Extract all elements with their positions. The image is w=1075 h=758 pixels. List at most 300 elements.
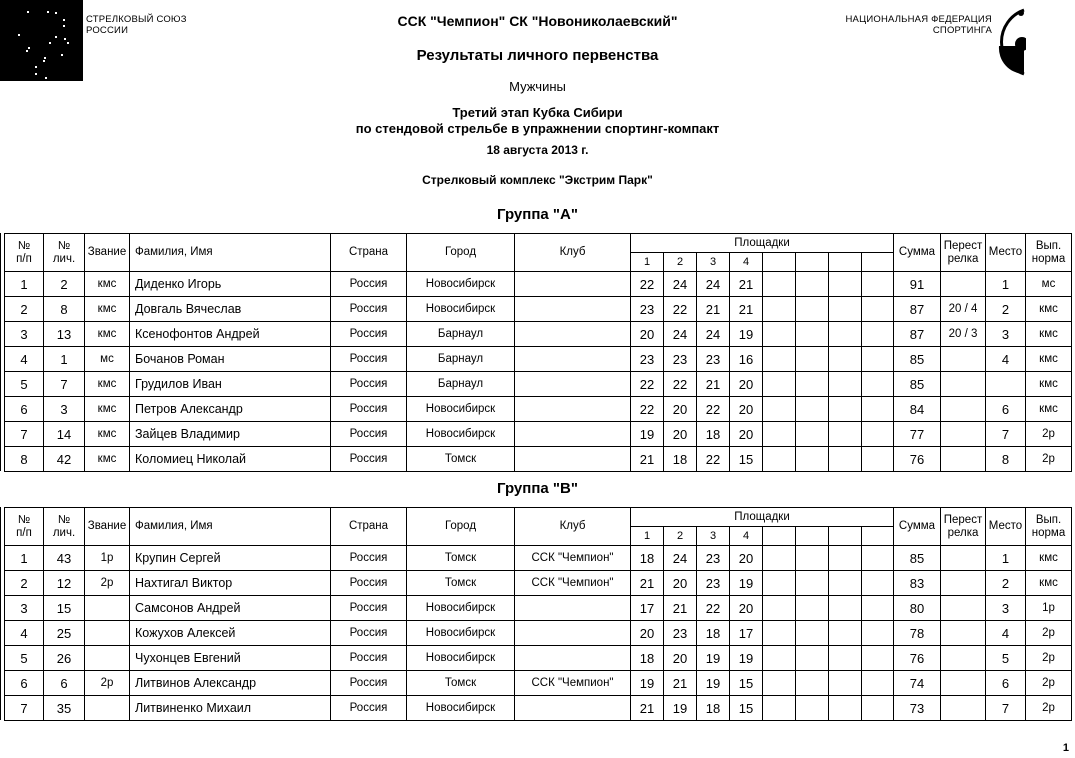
cell-lich: 7: [44, 372, 85, 397]
cell-sum: 87: [894, 322, 941, 347]
col-station-1: 1: [631, 527, 664, 546]
org-left-line1: СТРЕЛКОВЫЙ СОЮЗ: [86, 14, 187, 25]
cell-station-2: 20: [664, 422, 697, 447]
cell-station-5: [763, 297, 796, 322]
col-station-6: [796, 527, 829, 546]
table-row: [5, 696, 1072, 721]
category: Мужчины: [509, 79, 566, 94]
cell-name: Петров Александр: [130, 397, 331, 422]
col-shootoff-header: [941, 508, 986, 546]
col-norm-line2: норма: [1031, 252, 1066, 265]
cell-norm: кмс: [1026, 397, 1072, 422]
cell-rank: [85, 596, 130, 621]
cell-shootoff: [941, 397, 986, 422]
cell-station-8: [862, 447, 894, 472]
table-row: [5, 646, 1072, 671]
cell-station-8: [862, 372, 894, 397]
event-title: [0, 105, 1075, 137]
cell-pp: 6: [5, 397, 44, 422]
cell-name: Ксенофонтов Андрей: [130, 322, 331, 347]
cell-station-4: 20: [730, 596, 763, 621]
cell-sum: 74: [894, 671, 941, 696]
cell-club: [515, 696, 631, 721]
table-row: [5, 297, 1072, 322]
venue: Стрелковый комплекс "Экстрим Парк": [422, 173, 653, 187]
cell-station-5: [763, 696, 796, 721]
cell-station-5: [763, 671, 796, 696]
cell-station-1: 22: [631, 397, 664, 422]
cell-norm: кмс: [1026, 322, 1072, 347]
cell-lich: 12: [44, 571, 85, 596]
cell-club: [515, 397, 631, 422]
cell-rank: кмс: [85, 372, 130, 397]
cell-shootoff: 20 / 3: [941, 322, 986, 347]
col-club-header: Клуб: [515, 508, 631, 546]
cell-name: Довгаль Вячеслав: [130, 297, 331, 322]
cell-city: Новосибирск: [407, 397, 515, 422]
table-row: [5, 596, 1072, 621]
col-station-4: 4: [730, 527, 763, 546]
cell-name: Диденко Игорь: [130, 272, 331, 297]
col-norm-header: [1026, 508, 1072, 546]
cell-name: Литвиненко Михаил: [130, 696, 331, 721]
cell-station-1: 20: [631, 322, 664, 347]
page-number: 1: [1062, 742, 1069, 754]
col-station-6: [796, 253, 829, 272]
col-norm-header: [1026, 234, 1072, 272]
cell-city: Томск: [407, 546, 515, 571]
cell-station-7: [829, 372, 862, 397]
cell-name: Зайцев Владимир: [130, 422, 331, 447]
cell-norm: 2р: [1026, 646, 1072, 671]
table-row: [5, 447, 1072, 472]
org-left-line2: РОССИИ: [86, 25, 129, 36]
cell-sum: 87: [894, 297, 941, 322]
cell-station-3: 19: [697, 671, 730, 696]
cell-sum: 76: [894, 646, 941, 671]
cell-place: 6: [986, 671, 1026, 696]
cell-shootoff: [941, 671, 986, 696]
col-club-header: Клуб: [515, 234, 631, 272]
cell-place: 2: [986, 297, 1026, 322]
cell-station-1: 22: [631, 372, 664, 397]
cell-pp: 4: [5, 621, 44, 646]
cell-station-6: [796, 546, 829, 571]
cell-lich: 15: [44, 596, 85, 621]
cell-station-3: 21: [697, 372, 730, 397]
cell-station-4: 17: [730, 621, 763, 646]
cell-shootoff: [941, 696, 986, 721]
col-shootoff-line1: Перест: [943, 513, 983, 526]
cell-sum: 76: [894, 447, 941, 472]
cell-station-4: 20: [730, 422, 763, 447]
table-row: [5, 397, 1072, 422]
cell-norm: 2р: [1026, 422, 1072, 447]
cell-station-8: [862, 696, 894, 721]
cell-norm: 2р: [1026, 671, 1072, 696]
cell-station-7: [829, 422, 862, 447]
results-table-group-b: [4, 507, 1072, 721]
cell-station-8: [862, 422, 894, 447]
col-pp-label: п/п: [16, 526, 32, 539]
cell-club: [515, 596, 631, 621]
cell-city: Новосибирск: [407, 646, 515, 671]
cell-station-8: [862, 297, 894, 322]
col-sum-header: Сумма: [894, 508, 941, 546]
cell-country: Россия: [331, 671, 407, 696]
cell-rank: кмс: [85, 422, 130, 447]
table-row: [5, 372, 1072, 397]
cell-station-7: [829, 571, 862, 596]
cell-pp: 3: [5, 596, 44, 621]
cell-city: Новосибирск: [407, 696, 515, 721]
cell-station-3: 23: [697, 571, 730, 596]
col-lich-label: лич.: [52, 526, 76, 539]
cell-station-3: 18: [697, 422, 730, 447]
cell-name: Литвинов Александр: [130, 671, 331, 696]
event-date: 18 августа 2013 г.: [486, 143, 589, 157]
cell-station-6: [796, 397, 829, 422]
col-name-header: Фамилия, Имя: [130, 234, 331, 272]
cell-station-1: 18: [631, 646, 664, 671]
cell-station-3: 23: [697, 347, 730, 372]
cell-station-6: [796, 347, 829, 372]
cell-station-6: [796, 571, 829, 596]
cell-station-1: 20: [631, 621, 664, 646]
cell-shootoff: [941, 646, 986, 671]
cell-station-8: [862, 571, 894, 596]
cell-station-7: [829, 297, 862, 322]
cell-station-3: 24: [697, 272, 730, 297]
col-station-3: 3: [697, 527, 730, 546]
col-station-5: [763, 253, 796, 272]
cell-sum: 85: [894, 347, 941, 372]
cell-pp: 8: [5, 447, 44, 472]
cell-rank: [85, 696, 130, 721]
cell-club: ССК "Чемпион": [515, 571, 631, 596]
cell-rank: [85, 621, 130, 646]
cell-station-6: [796, 671, 829, 696]
cell-station-2: 20: [664, 646, 697, 671]
col-station-3: 3: [697, 253, 730, 272]
col-norm-line1: Вып.: [1035, 239, 1062, 252]
cell-station-7: [829, 397, 862, 422]
cell-lich: 25: [44, 621, 85, 646]
cell-station-6: [796, 322, 829, 347]
cell-rank: кмс: [85, 297, 130, 322]
cell-country: Россия: [331, 347, 407, 372]
cell-station-6: [796, 646, 829, 671]
cell-lich: 2: [44, 272, 85, 297]
cell-country: Россия: [331, 422, 407, 447]
col-station-7: [829, 253, 862, 272]
col-station-8: [862, 527, 894, 546]
cell-country: Россия: [331, 596, 407, 621]
cell-station-3: 21: [697, 297, 730, 322]
cell-club: [515, 372, 631, 397]
cell-station-6: [796, 422, 829, 447]
cell-city: Томск: [407, 571, 515, 596]
cell-rank: 2р: [85, 571, 130, 596]
cell-station-6: [796, 272, 829, 297]
cell-shootoff: [941, 571, 986, 596]
cell-station-5: [763, 571, 796, 596]
cell-club: [515, 422, 631, 447]
cell-station-7: [829, 621, 862, 646]
cell-name: Бочанов Роман: [130, 347, 331, 372]
cell-club: [515, 621, 631, 646]
cell-shootoff: [941, 596, 986, 621]
header-row: [5, 508, 1072, 527]
col-station-8: [862, 253, 894, 272]
col-pp-label: п/п: [16, 252, 32, 265]
col-sum-header: Сумма: [894, 234, 941, 272]
col-pp-header: [5, 508, 44, 546]
cell-place: 6: [986, 397, 1026, 422]
cell-station-2: 24: [664, 546, 697, 571]
cell-station-3: 22: [697, 397, 730, 422]
cell-pp: 1: [5, 546, 44, 571]
results-table-group-a: [4, 233, 1072, 472]
cell-place: 4: [986, 621, 1026, 646]
cell-lich: 3: [44, 397, 85, 422]
cell-sum: 85: [894, 546, 941, 571]
cell-club: ССК "Чемпион": [515, 671, 631, 696]
cell-shootoff: [941, 422, 986, 447]
cell-station-7: [829, 596, 862, 621]
cell-shootoff: [941, 621, 986, 646]
cell-country: Россия: [331, 571, 407, 596]
cell-station-5: [763, 646, 796, 671]
cell-station-2: 22: [664, 372, 697, 397]
table-row: [5, 571, 1072, 596]
cell-city: Томск: [407, 447, 515, 472]
cell-norm: кмс: [1026, 571, 1072, 596]
cell-station-7: [829, 347, 862, 372]
table-row: [5, 422, 1072, 447]
cell-lich: 43: [44, 546, 85, 571]
col-station-2: 2: [664, 253, 697, 272]
cell-club: [515, 646, 631, 671]
cell-city: Барнаул: [407, 347, 515, 372]
event-line2: по стендовой стрельбе в упражнении спортинг-компакт: [355, 121, 720, 136]
cell-rank: 2р: [85, 671, 130, 696]
cell-lich: 1: [44, 347, 85, 372]
col-stations-header: Площадки: [631, 508, 894, 527]
cell-station-4: 16: [730, 347, 763, 372]
cell-country: Россия: [331, 322, 407, 347]
cell-pp: 2: [5, 571, 44, 596]
table-b-left-rule: [0, 507, 1, 720]
cell-pp: 5: [5, 646, 44, 671]
cell-station-4: 15: [730, 696, 763, 721]
cell-station-4: 19: [730, 646, 763, 671]
cell-station-7: [829, 671, 862, 696]
col-country-header: Страна: [331, 508, 407, 546]
cell-city: Новосибирск: [407, 621, 515, 646]
cell-lich: 14: [44, 422, 85, 447]
cell-shootoff: [941, 372, 986, 397]
col-norm-line1: Вып.: [1035, 513, 1062, 526]
cell-station-7: [829, 696, 862, 721]
cell-station-8: [862, 671, 894, 696]
table-row: [5, 322, 1072, 347]
cell-sum: 77: [894, 422, 941, 447]
cell-country: Россия: [331, 272, 407, 297]
cell-station-6: [796, 596, 829, 621]
cell-station-2: 24: [664, 322, 697, 347]
cell-name: Нахтигал Виктор: [130, 571, 331, 596]
col-rank-header: Звание: [85, 234, 130, 272]
cell-rank: кмс: [85, 447, 130, 472]
cell-norm: 1р: [1026, 596, 1072, 621]
cell-pp: 6: [5, 671, 44, 696]
cell-place: 4: [986, 347, 1026, 372]
col-station-4: 4: [730, 253, 763, 272]
cell-station-6: [796, 372, 829, 397]
cell-name: Крупин Сергей: [130, 546, 331, 571]
cell-station-7: [829, 322, 862, 347]
cell-station-1: 18: [631, 546, 664, 571]
col-rank-header: Звание: [85, 508, 130, 546]
col-pp-header: [5, 234, 44, 272]
cell-shootoff: 20 / 4: [941, 297, 986, 322]
cell-city: Барнаул: [407, 372, 515, 397]
cell-shootoff: [941, 447, 986, 472]
col-city-header: Город: [407, 234, 515, 272]
cell-city: Барнаул: [407, 322, 515, 347]
cell-station-2: 23: [664, 621, 697, 646]
cell-station-5: [763, 596, 796, 621]
cell-station-5: [763, 372, 796, 397]
cell-country: Россия: [331, 447, 407, 472]
cell-station-1: 21: [631, 571, 664, 596]
org-right-line1: НАЦИОНАЛЬНАЯ ФЕДЕРАЦИЯ: [845, 14, 992, 25]
cell-station-3: 19: [697, 646, 730, 671]
cell-lich: 13: [44, 322, 85, 347]
table-a-left-rule: [0, 233, 1, 471]
cell-name: Самсонов Андрей: [130, 596, 331, 621]
cell-station-7: [829, 646, 862, 671]
col-station-7: [829, 527, 862, 546]
cell-station-7: [829, 546, 862, 571]
cell-station-1: 22: [631, 272, 664, 297]
table-row: [5, 347, 1072, 372]
cell-station-2: 22: [664, 297, 697, 322]
organizers: ССК "Чемпион" СК "Новониколаевский": [397, 13, 678, 29]
cell-station-5: [763, 447, 796, 472]
cell-pp: 1: [5, 272, 44, 297]
cell-station-2: 21: [664, 596, 697, 621]
cell-lich: 8: [44, 297, 85, 322]
cell-station-6: [796, 696, 829, 721]
cell-city: Новосибирск: [407, 422, 515, 447]
cell-country: Россия: [331, 621, 407, 646]
cell-pp: 5: [5, 372, 44, 397]
cell-lich: 35: [44, 696, 85, 721]
cell-station-5: [763, 621, 796, 646]
cell-station-4: 19: [730, 571, 763, 596]
group-a-title: Группа "А": [497, 206, 578, 223]
col-place-header: Место: [986, 508, 1026, 546]
cell-rank: кмс: [85, 397, 130, 422]
cell-country: Россия: [331, 696, 407, 721]
cell-station-1: 21: [631, 696, 664, 721]
cell-place: 8: [986, 447, 1026, 472]
col-lich-header: [44, 234, 85, 272]
cell-station-7: [829, 272, 862, 297]
cell-place: 7: [986, 422, 1026, 447]
cell-sum: 85: [894, 372, 941, 397]
cell-place: 5: [986, 646, 1026, 671]
cell-norm: кмс: [1026, 372, 1072, 397]
cell-station-6: [796, 621, 829, 646]
cell-shootoff: [941, 347, 986, 372]
cell-station-5: [763, 322, 796, 347]
cell-station-8: [862, 272, 894, 297]
col-city-header: Город: [407, 508, 515, 546]
cell-sum: 80: [894, 596, 941, 621]
table-row: [5, 621, 1072, 646]
header-row: [5, 234, 1072, 253]
cell-place: 7: [986, 696, 1026, 721]
col-shootoff-line1: Перест: [943, 239, 983, 252]
cell-club: [515, 322, 631, 347]
cell-station-2: 19: [664, 696, 697, 721]
cell-station-5: [763, 397, 796, 422]
cell-station-8: [862, 322, 894, 347]
cell-station-3: 22: [697, 596, 730, 621]
cell-station-2: 21: [664, 671, 697, 696]
cell-station-3: 18: [697, 621, 730, 646]
cell-station-3: 23: [697, 546, 730, 571]
col-lich-header: [44, 508, 85, 546]
cell-station-3: 24: [697, 322, 730, 347]
cell-name: Чухонцев Евгений: [130, 646, 331, 671]
cell-station-4: 15: [730, 671, 763, 696]
col-place-header: Место: [986, 234, 1026, 272]
cell-country: Россия: [331, 646, 407, 671]
table-row: [5, 546, 1072, 571]
cell-club: [515, 297, 631, 322]
cell-lich: 42: [44, 447, 85, 472]
cell-norm: 2р: [1026, 621, 1072, 646]
cell-station-5: [763, 422, 796, 447]
cell-station-4: 20: [730, 546, 763, 571]
cell-station-2: 20: [664, 397, 697, 422]
cell-norm: кмс: [1026, 546, 1072, 571]
cell-station-5: [763, 347, 796, 372]
page-title: Результаты личного первенства: [416, 47, 659, 64]
cell-station-3: 18: [697, 696, 730, 721]
cell-shootoff: [941, 546, 986, 571]
cell-station-4: 21: [730, 272, 763, 297]
col-lich-num: №: [57, 239, 71, 252]
col-shootoff-line2: релка: [947, 526, 979, 539]
cell-station-2: 18: [664, 447, 697, 472]
cell-place: 2: [986, 571, 1026, 596]
cell-station-1: 19: [631, 671, 664, 696]
cell-country: Россия: [331, 372, 407, 397]
cell-norm: кмс: [1026, 347, 1072, 372]
cell-station-1: 23: [631, 297, 664, 322]
cell-station-8: [862, 397, 894, 422]
cell-club: [515, 447, 631, 472]
cell-city: Новосибирск: [407, 272, 515, 297]
col-norm-line2: норма: [1031, 526, 1066, 539]
cell-station-8: [862, 347, 894, 372]
table-row: [5, 272, 1072, 297]
